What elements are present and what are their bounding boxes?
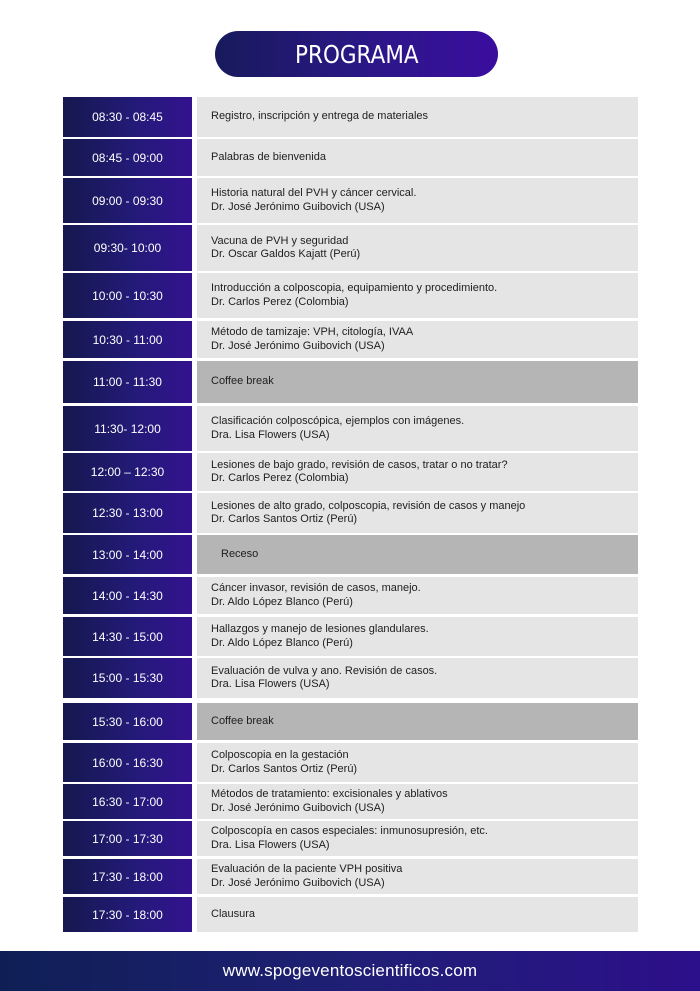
time-slot: 15:30 - 16:00 <box>63 703 192 740</box>
break-description <box>197 361 638 403</box>
session-speaker: Dr. Carlos Santos Ortiz (Perú) <box>211 513 358 525</box>
session-description <box>197 577 638 614</box>
schedule-row <box>63 577 638 614</box>
session-description <box>197 493 638 533</box>
schedule-row <box>63 139 638 176</box>
time-slot: 11:30- 12:00 <box>63 406 192 451</box>
time-slot: 09:00 - 09:30 <box>63 178 192 223</box>
schedule-row <box>63 406 638 451</box>
schedule-row <box>63 493 638 533</box>
session-description <box>197 617 638 656</box>
schedule-row <box>63 784 638 819</box>
session-title: Coffee break <box>211 375 274 388</box>
session-speaker: Dr. Aldo López Blanco (Perú) <box>211 595 353 608</box>
session-title: Evaluación de vulva y ano. Revisión de casos. <box>211 664 438 677</box>
schedule-row <box>63 658 638 698</box>
time-slot: 14:00 - 14:30 <box>63 577 192 614</box>
schedule-row <box>63 859 638 894</box>
schedule-row <box>63 97 638 137</box>
time-slot: 17:00 - 17:30 <box>63 821 192 856</box>
session-title: Clasificación colposcópica, ejemplos con imágenes. <box>211 415 465 427</box>
time-slot: 08:45 - 09:00 <box>63 139 192 176</box>
time-slot: 08:30 - 08:45 <box>63 97 192 137</box>
schedule-row <box>63 703 638 740</box>
session-title: Método de tamizaje: VPH, citología, IVAA <box>211 326 414 338</box>
schedule-row <box>63 821 638 856</box>
schedule-row <box>63 535 638 574</box>
session-description <box>197 897 638 932</box>
session-title: Introducción a colposcopia, equipamiento y procedimiento. <box>211 282 498 294</box>
session-title: Hallazgos y manejo de lesiones glandulares. <box>211 623 429 635</box>
session-description <box>197 453 638 491</box>
time-slot: 15:00 - 15:30 <box>63 658 192 698</box>
session-description <box>197 139 638 176</box>
session-speaker: Dr. José Jerónimo Guibovich (USA) <box>211 200 385 213</box>
time-slot: 12:00 – 12:30 <box>63 453 192 491</box>
session-description <box>197 321 638 358</box>
session-title: Colposcopia en la gestación <box>211 749 349 761</box>
time-slot: 13:00 - 14:00 <box>63 535 192 574</box>
schedule-row <box>63 897 638 932</box>
break-description <box>197 535 638 574</box>
time-slot: 10:30 - 11:00 <box>63 321 192 358</box>
schedule-row <box>63 321 638 358</box>
session-description <box>197 178 638 223</box>
break-description <box>197 703 638 740</box>
session-title: Palabras de bienvenida <box>211 150 326 163</box>
footer-url[interactable]: www.spogeventoscientificos.com <box>222 961 478 980</box>
session-speaker: Dr. Carlos Perez (Colombia) <box>211 472 349 484</box>
time-slot: 14:30 - 15:00 <box>63 617 192 656</box>
time-slot: 12:30 - 13:00 <box>63 493 192 533</box>
time-slot: 17:30 - 18:00 <box>63 859 192 894</box>
session-speaker: Dr. Oscar Galdos Kajatt (Perú) <box>211 248 361 260</box>
time-slot: 16:00 - 16:30 <box>63 743 192 782</box>
session-description <box>197 821 638 856</box>
session-title: Vacuna de PVH y seguridad <box>211 234 349 247</box>
session-title: Colposcopía en casos especiales: inmunosupresión, etc. <box>211 825 488 837</box>
session-description <box>197 97 638 137</box>
session-speaker: Dra. Lisa Flowers (USA) <box>211 428 330 441</box>
time-slot: 11:00 - 11:30 <box>63 361 192 403</box>
session-title: Evaluación de la paciente VPH positiva <box>211 863 403 875</box>
session-speaker: Dr. Carlos Santos Ortiz (Perú) <box>211 762 358 775</box>
time-slot: 16:30 - 17:00 <box>63 784 192 819</box>
session-speaker: Dr. José Jerónimo Guibovich (USA) <box>211 876 385 889</box>
schedule-row <box>63 178 638 223</box>
session-speaker: Dra. Lisa Flowers (USA) <box>211 678 330 690</box>
session-title: Lesiones de bajo grado, revisión de casos, tratar o no tratar? <box>211 458 508 471</box>
session-title: Cáncer invasor, revisión de casos, manejo. <box>211 582 421 594</box>
session-speaker: Dr. José Jerónimo Guibovich (USA) <box>211 339 385 352</box>
session-title: Registro, inscripción y entrega de materiales <box>211 110 429 123</box>
session-title: Métodos de tratamiento: excisionales y ablativos <box>211 788 448 800</box>
session-title: Clausura <box>211 907 256 920</box>
footer-banner <box>0 951 700 991</box>
session-description <box>197 743 638 782</box>
schedule-row <box>63 273 638 318</box>
session-title: Historia natural del PVH y cáncer cervical. <box>211 187 417 199</box>
page-title-banner <box>215 31 498 77</box>
schedule-row <box>63 617 638 656</box>
session-description <box>197 784 638 819</box>
session-description <box>197 225 638 271</box>
schedule-row <box>63 361 638 403</box>
schedule-row <box>63 743 638 782</box>
session-title: Receso <box>221 547 259 560</box>
session-speaker: Dr. Carlos Perez (Colombia) <box>211 295 349 308</box>
session-title: Lesiones de alto grado, colposcopia, revisión de casos y manejo <box>211 499 526 512</box>
session-title: Coffee break <box>211 714 274 727</box>
session-speaker: Dra. Lisa Flowers (USA) <box>211 838 330 851</box>
session-speaker: Dr. Aldo López Blanco (Perú) <box>211 636 353 649</box>
session-speaker: Dr. José Jerónimo Guibovich (USA) <box>211 801 385 814</box>
time-slot: 10:00 - 10:30 <box>63 273 192 318</box>
page-title: PROGRAMA <box>294 39 419 69</box>
time-slot: 17:30 - 18:00 <box>63 897 192 932</box>
session-description <box>197 273 638 318</box>
session-description <box>197 859 638 894</box>
session-description <box>197 406 638 451</box>
time-slot: 09:30- 10:00 <box>63 225 192 271</box>
session-description <box>197 658 638 698</box>
schedule-row <box>63 453 638 491</box>
schedule-row <box>63 225 638 271</box>
